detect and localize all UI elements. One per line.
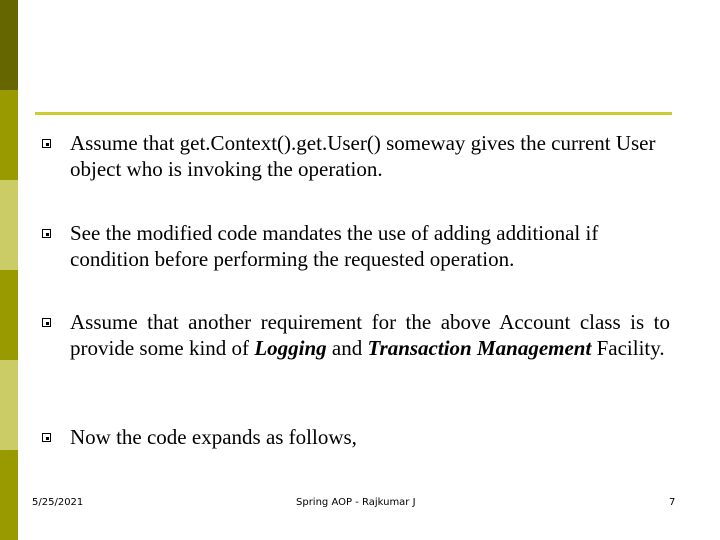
square-bullet-icon	[42, 318, 51, 327]
bullet-text-part: Assume that another requirement for the above Account class is to provide some kind of	[70, 310, 670, 360]
bullet-text	[70, 309, 670, 361]
square-bullet-icon	[42, 433, 51, 442]
footer-date: 5/25/2021	[32, 497, 84, 508]
title-divider	[35, 112, 672, 115]
accent-segment	[0, 0, 18, 90]
accent-segment	[0, 90, 18, 180]
bullet-text: Assume that get.Context().get.User() someway gives the current User object who is invoking the operation.	[70, 131, 656, 181]
accent-segment	[0, 270, 18, 360]
footer-title: Spring AOP - Rajkumar J	[296, 497, 416, 508]
accent-segment	[0, 180, 18, 270]
bullet-text: See the modified code mandates the use of adding additional if condition before performing the requested operation.	[70, 221, 599, 271]
bullet-text: Now the code expands as follows,	[70, 425, 357, 449]
page-number: 7	[669, 497, 676, 508]
accent-segment	[0, 360, 18, 450]
square-bullet-icon	[42, 139, 51, 148]
emphasis-logging: Logging	[254, 336, 327, 360]
emphasis-transaction-management: Transaction Management	[367, 336, 592, 360]
bullet-text-part: and	[326, 336, 368, 360]
bullet-text-part: Facility.	[591, 336, 665, 360]
left-accent-bar	[0, 0, 18, 540]
accent-segment	[0, 450, 18, 540]
square-bullet-icon	[42, 229, 51, 238]
